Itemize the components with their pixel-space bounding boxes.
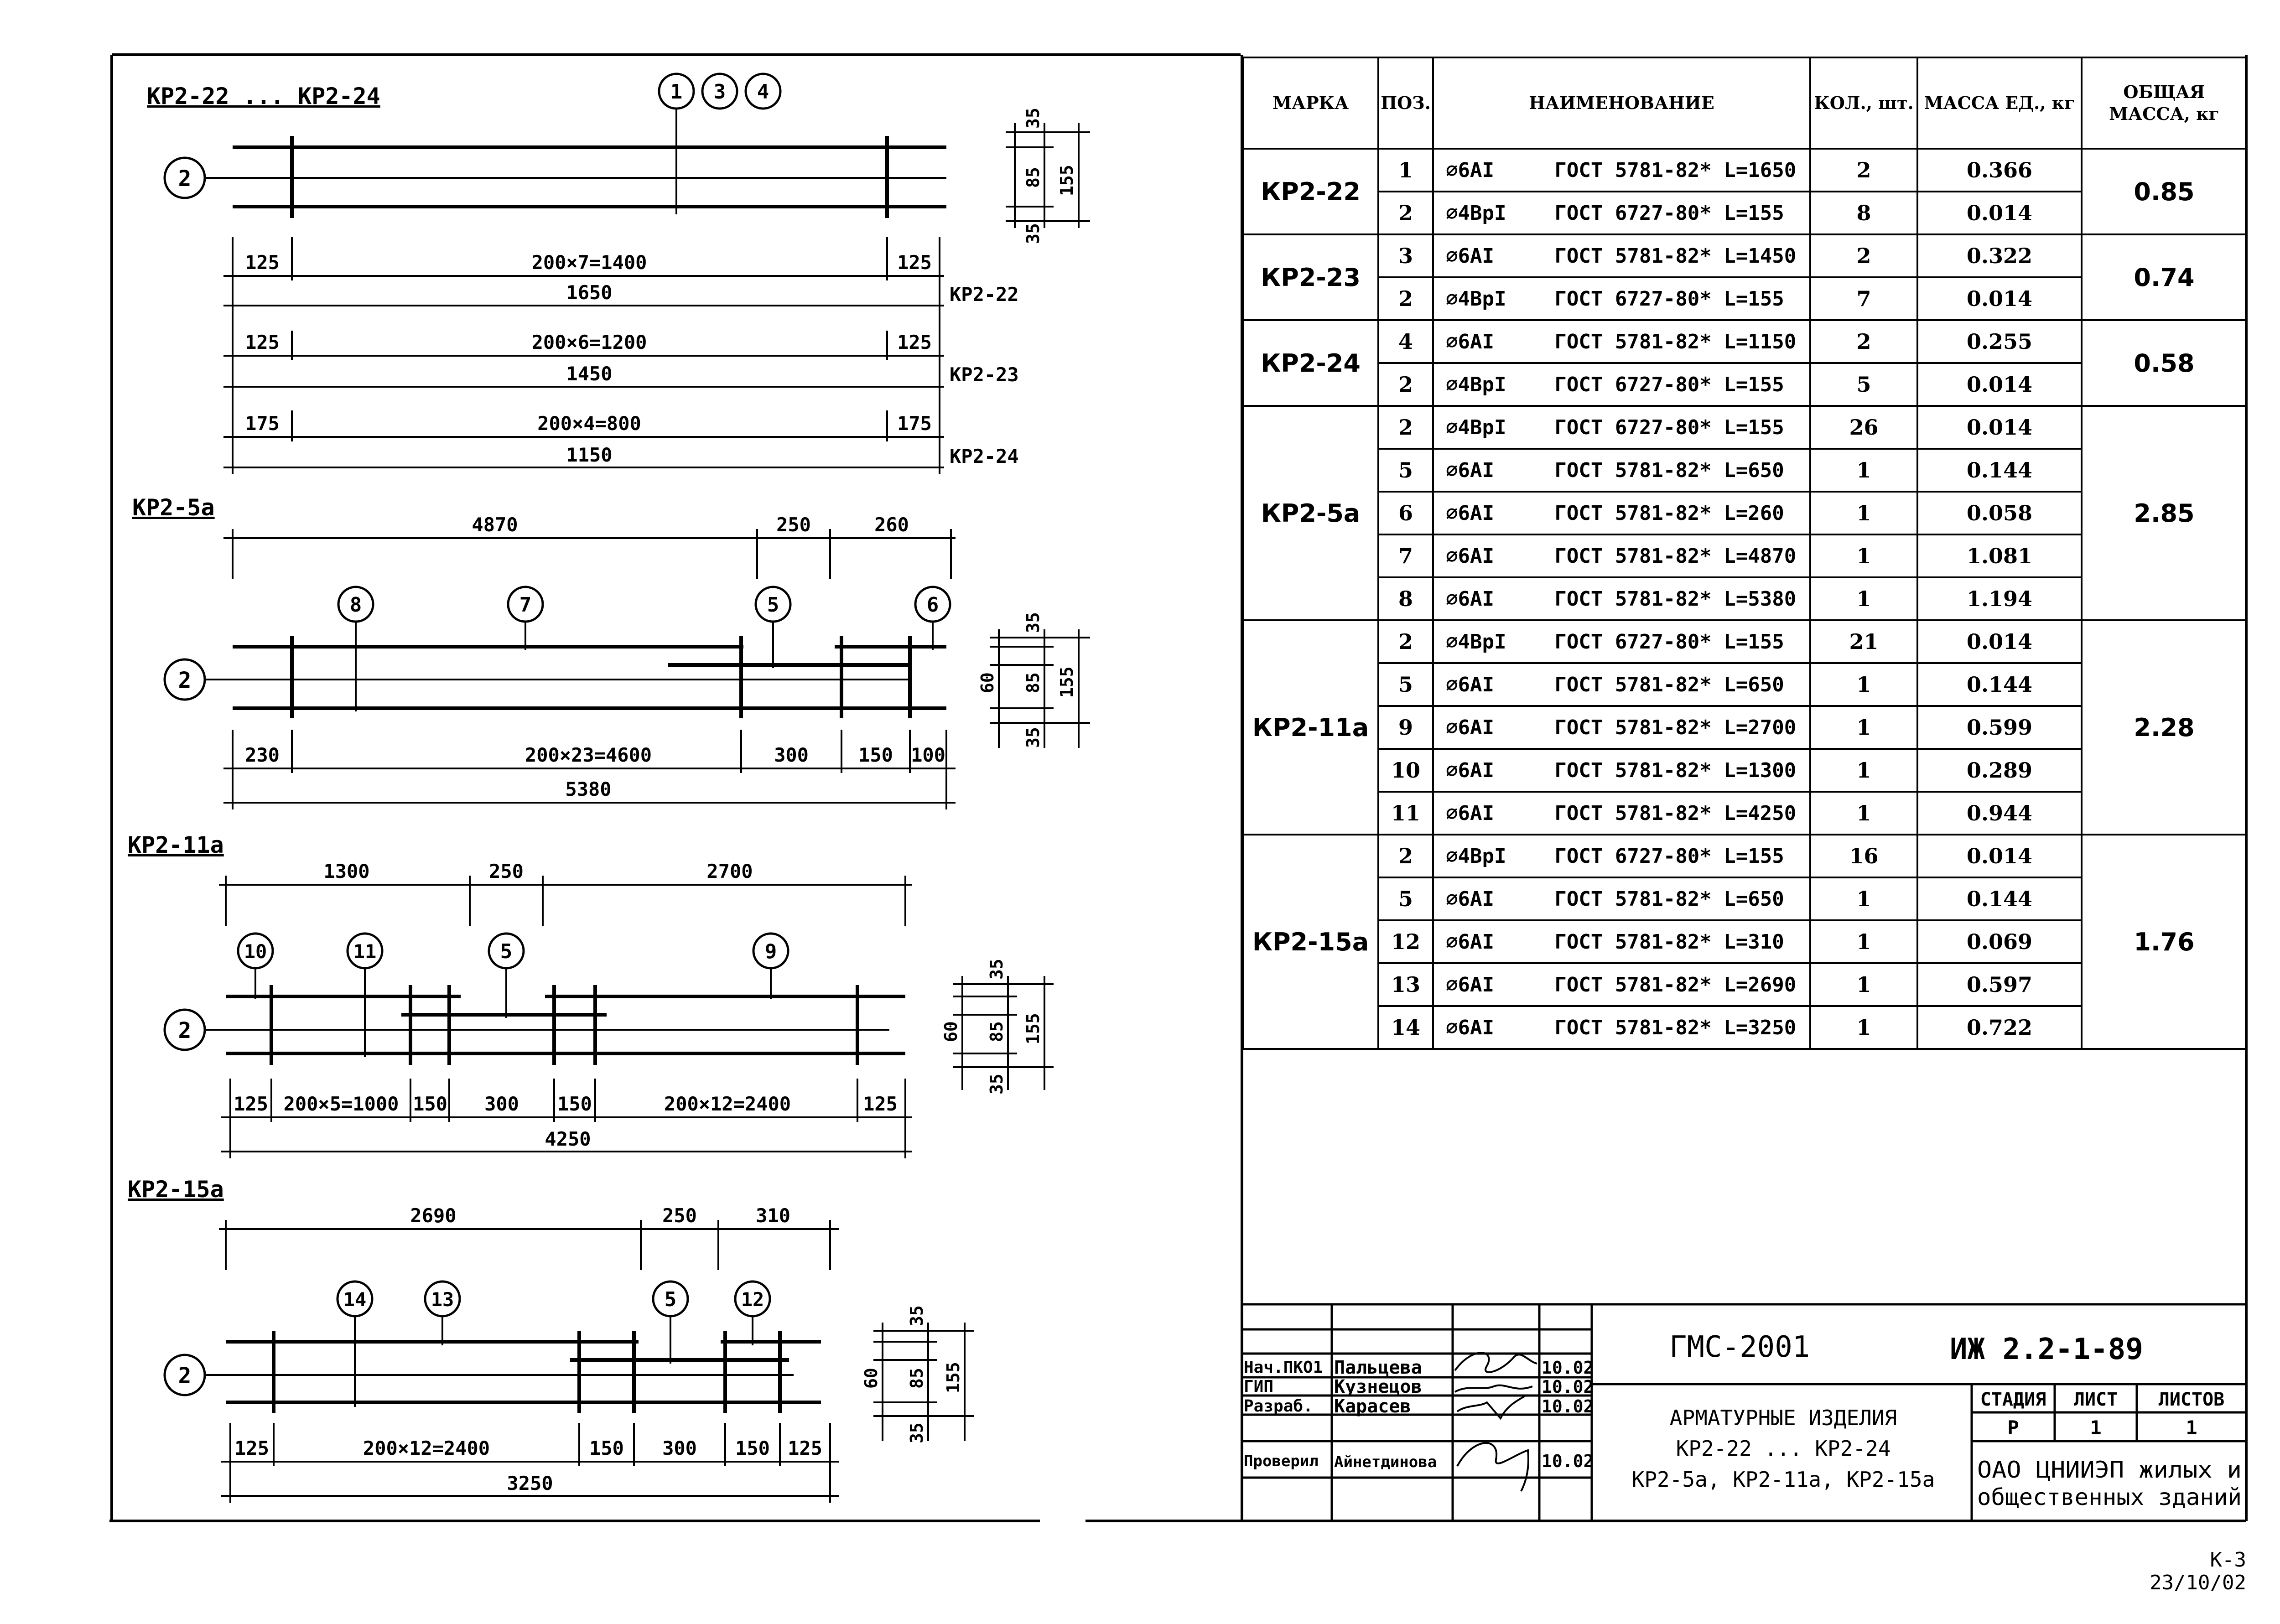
cell-name: ⌀6AI ГОСТ 5781-82* L=650 xyxy=(1433,449,1810,492)
cell-pos: 2 xyxy=(1378,363,1433,406)
cell-pos: 1 xyxy=(1378,149,1433,192)
document-code: ИЖ 2.2-1-89 xyxy=(1950,1333,2143,1366)
cell-total-mass: 1.76 xyxy=(2082,835,2247,1049)
dimension-value: 85 xyxy=(1023,167,1043,188)
stage-label: СТАДИЯ xyxy=(1980,1389,2046,1410)
cell-qty: 16 xyxy=(1810,835,1917,877)
dimension-value: 260 xyxy=(874,514,909,536)
description-line: КР2-22 ... КР2-24 xyxy=(1676,1436,1891,1461)
position-number: 11 xyxy=(353,940,377,963)
signature-date: 10.02 xyxy=(1542,1451,1594,1471)
cell-unit-mass: 0.014 xyxy=(1917,835,2082,877)
bar-label: 2 xyxy=(178,1018,192,1043)
cell-pos: 11 xyxy=(1378,792,1433,835)
cell-qty: 1 xyxy=(1810,920,1917,963)
dimension-value: 60 xyxy=(861,1368,881,1389)
header-total-mass: ОБЩАЯ МАССА, кг xyxy=(2082,57,2247,149)
cell-qty: 1 xyxy=(1810,534,1917,577)
dimension-value: 85 xyxy=(907,1368,927,1389)
title-block xyxy=(1242,1304,2246,1521)
dimension-value: 310 xyxy=(756,1204,790,1227)
cell-name: ⌀6AI ГОСТ 5781-82* L=4250 xyxy=(1433,792,1810,835)
cell-name: ⌀6AI ГОСТ 5781-82* L=310 xyxy=(1433,920,1810,963)
cell-total-mass: 2.28 xyxy=(2082,620,2247,835)
cell-qty: 1 xyxy=(1810,877,1917,920)
cell-mark: КР2-15а xyxy=(1243,835,1378,1049)
cell-pos: 2 xyxy=(1378,620,1433,663)
dimension-value: 150 xyxy=(557,1093,592,1115)
role-label: Разраб. xyxy=(1244,1397,1313,1416)
dimension-value: 2690 xyxy=(410,1204,457,1227)
dimension-value: 175 xyxy=(897,412,932,435)
footer-code: К-3 xyxy=(2210,1548,2246,1572)
cell-name: ⌀6AI ГОСТ 5781-82* L=260 xyxy=(1433,492,1810,534)
cell-qty: 2 xyxy=(1810,234,1917,277)
dimension-value: 150 xyxy=(735,1437,770,1459)
cell-qty: 1 xyxy=(1810,663,1917,706)
cell-unit-mass: 0.014 xyxy=(1917,363,2082,406)
header-pos: ПОЗ. xyxy=(1378,57,1433,149)
cell-name: ⌀4BpI ГОСТ 6727-80* L=155 xyxy=(1433,363,1810,406)
header-mark: МАРКА xyxy=(1243,57,1378,149)
cell-total-mass: 0.58 xyxy=(2082,320,2247,406)
organization-line: ОАО ЦНИИЭП жилых и xyxy=(1977,1457,2242,1483)
cell-mark: КР2-22 xyxy=(1243,149,1378,234)
position-number: 14 xyxy=(343,1288,367,1311)
cell-name: ⌀6AI ГОСТ 5781-82* L=1150 xyxy=(1433,320,1810,363)
cell-unit-mass: 0.255 xyxy=(1917,320,2082,363)
dimension-value: 300 xyxy=(774,744,809,766)
mark-label: КР2-22 xyxy=(950,283,1019,306)
cell-qty: 8 xyxy=(1810,192,1917,234)
dimension-value: 200×6=1200 xyxy=(531,331,647,353)
position-number: 10 xyxy=(244,940,267,963)
dimension-value: 1150 xyxy=(566,444,613,466)
dimension-value: 150 xyxy=(589,1437,624,1459)
position-callouts xyxy=(238,934,788,968)
cell-name: ⌀4BpI ГОСТ 6727-80* L=155 xyxy=(1433,277,1810,320)
dimension-value: 35 xyxy=(907,1422,927,1443)
position-number: 9 xyxy=(764,940,777,963)
cell-name: ⌀4BpI ГОСТ 6727-80* L=155 xyxy=(1433,835,1810,877)
cell-unit-mass: 0.944 xyxy=(1917,792,2082,835)
stage-value: Р xyxy=(2007,1416,2019,1439)
cell-name: ⌀6AI ГОСТ 5781-82* L=3250 xyxy=(1433,1006,1810,1049)
cell-name: ⌀6AI ГОСТ 5781-82* L=2700 xyxy=(1433,706,1810,749)
dimension-value: 125 xyxy=(788,1437,822,1459)
cell-name: ⌀6AI ГОСТ 5781-82* L=2690 xyxy=(1433,963,1810,1006)
sheet-label: ЛИСТ xyxy=(2073,1389,2118,1410)
cell-pos: 14 xyxy=(1378,1006,1433,1049)
cell-qty: 7 xyxy=(1810,277,1917,320)
table-row xyxy=(1243,406,2247,449)
signature-date: 10.02 xyxy=(1542,1377,1594,1397)
drawing-kr2-22-24 xyxy=(147,74,1090,474)
dimension-value: 125 xyxy=(863,1093,898,1115)
dimension-value: 150 xyxy=(858,744,893,766)
dimension-value: 35 xyxy=(987,1074,1007,1095)
dimension-value: 250 xyxy=(662,1204,697,1227)
cell-qty: 2 xyxy=(1810,149,1917,192)
description-line: КР2-5а, КР2-11а, КР2-15а xyxy=(1631,1467,1935,1492)
signature-date: 10.02 xyxy=(1542,1396,1594,1416)
position-number: 3 xyxy=(713,80,726,104)
position-number: 5 xyxy=(767,593,779,617)
dimension-value: 200×12=2400 xyxy=(363,1437,490,1459)
cell-name: ⌀4BpI ГОСТ 6727-80* L=155 xyxy=(1433,192,1810,234)
position-number: 5 xyxy=(664,1288,677,1311)
cell-unit-mass: 0.144 xyxy=(1917,663,2082,706)
cell-total-mass: 0.74 xyxy=(2082,234,2247,320)
dimension-value: 1650 xyxy=(566,281,613,304)
cell-name: ⌀6AI ГОСТ 5781-82* L=1300 xyxy=(1433,749,1810,792)
dimension-value: 155 xyxy=(943,1362,963,1393)
sheets-label: ЛИСТОВ xyxy=(2158,1389,2225,1410)
cell-unit-mass: 0.069 xyxy=(1917,920,2082,963)
cell-pos: 2 xyxy=(1378,277,1433,320)
dimension-value: 200×23=4600 xyxy=(525,744,652,766)
organization-line: общественных зданий xyxy=(1977,1484,2242,1510)
cell-name: ⌀6AI ГОСТ 5781-82* L=1650 xyxy=(1433,149,1810,192)
cell-unit-mass: 0.597 xyxy=(1917,963,2082,1006)
cell-unit-mass: 0.014 xyxy=(1917,192,2082,234)
cell-name: ⌀6AI ГОСТ 5781-82* L=650 xyxy=(1433,877,1810,920)
mark-label: КР2-23 xyxy=(950,363,1019,386)
cell-pos: 13 xyxy=(1378,963,1433,1006)
dimension-value: 250 xyxy=(776,514,811,536)
cell-pos: 9 xyxy=(1378,706,1433,749)
cell-qty: 26 xyxy=(1810,406,1917,449)
cell-unit-mass: 0.599 xyxy=(1917,706,2082,749)
dimension-value: 85 xyxy=(1023,672,1043,693)
project-code: ГМС-2001 xyxy=(1669,1330,1810,1364)
dimension-value: 1450 xyxy=(566,363,613,385)
dimension-value: 60 xyxy=(977,672,997,693)
position-callouts xyxy=(338,587,950,622)
dimension-value: 155 xyxy=(1057,165,1077,196)
role-label: ГИП xyxy=(1244,1377,1274,1396)
dimension-value: 125 xyxy=(897,251,932,274)
cell-unit-mass: 0.722 xyxy=(1917,1006,2082,1049)
table-row xyxy=(1243,149,2247,192)
header-name: НАИМЕНОВАНИЕ xyxy=(1433,57,1810,149)
dimension-value: 35 xyxy=(987,959,1007,980)
cell-qty: 1 xyxy=(1810,449,1917,492)
position-callouts xyxy=(338,1282,770,1316)
dimension-value: 250 xyxy=(489,860,524,882)
dimension-value: 125 xyxy=(245,331,280,353)
dimension-value: 35 xyxy=(1023,612,1043,633)
cell-pos: 7 xyxy=(1378,534,1433,577)
dimension-value: 125 xyxy=(234,1093,268,1115)
cell-unit-mass: 0.366 xyxy=(1917,149,2082,192)
dimension-value: 125 xyxy=(897,331,932,353)
position-callouts xyxy=(659,74,780,109)
cell-unit-mass: 0.014 xyxy=(1917,620,2082,663)
dimension-value: 85 xyxy=(987,1021,1007,1042)
dimension-value: 35 xyxy=(1023,108,1043,129)
dimension-value: 60 xyxy=(941,1021,961,1042)
cell-pos: 5 xyxy=(1378,877,1433,920)
dimension-value: 1300 xyxy=(323,860,370,882)
cell-pos: 5 xyxy=(1378,449,1433,492)
position-number: 1 xyxy=(670,80,683,104)
cell-mark: КР2-5а xyxy=(1243,406,1378,620)
dimension-value: 3250 xyxy=(507,1472,553,1494)
cell-name: ⌀4BpI ГОСТ 6727-80* L=155 xyxy=(1433,406,1810,449)
cell-qty: 1 xyxy=(1810,492,1917,534)
cell-qty: 1 xyxy=(1810,577,1917,620)
dimension-value: 5380 xyxy=(565,778,612,800)
drawing-title: КР2-15а xyxy=(128,1176,224,1203)
cell-qty: 1 xyxy=(1810,706,1917,749)
cell-unit-mass: 0.289 xyxy=(1917,749,2082,792)
dimension-value: 300 xyxy=(662,1437,697,1459)
cell-name: ⌀6AI ГОСТ 5781-82* L=650 xyxy=(1433,663,1810,706)
dimension-value: 300 xyxy=(484,1093,519,1115)
position-number: 13 xyxy=(431,1288,454,1311)
cell-pos: 2 xyxy=(1378,406,1433,449)
table-row xyxy=(1243,320,2247,363)
position-number: 4 xyxy=(757,80,769,104)
cell-pos: 8 xyxy=(1378,577,1433,620)
cell-pos: 5 xyxy=(1378,663,1433,706)
cell-mark: КР2-24 xyxy=(1243,320,1378,406)
cell-unit-mass: 0.144 xyxy=(1917,449,2082,492)
specification-table xyxy=(1242,57,2248,1050)
cell-unit-mass: 0.014 xyxy=(1917,277,2082,320)
table-row xyxy=(1243,620,2247,663)
cell-name: ⌀6AI ГОСТ 5781-82* L=1450 xyxy=(1433,234,1810,277)
person-name: Айнетдинова xyxy=(1334,1453,1437,1471)
cell-mark: КР2-11а xyxy=(1243,620,1378,835)
table-row xyxy=(1243,835,2247,877)
cell-unit-mass: 0.322 xyxy=(1917,234,2082,277)
position-number: 8 xyxy=(349,593,362,617)
role-label: Нач.ПКО1 xyxy=(1244,1358,1323,1377)
cell-unit-mass: 1.081 xyxy=(1917,534,2082,577)
header-qty: КОЛ., шт. xyxy=(1810,57,1917,149)
cell-total-mass: 2.85 xyxy=(2082,406,2247,620)
cell-qty: 1 xyxy=(1810,1006,1917,1049)
dimension-value: 155 xyxy=(1023,1013,1043,1044)
cell-unit-mass: 1.194 xyxy=(1917,577,2082,620)
bar-label: 2 xyxy=(178,166,192,192)
description-line: АРМАТУРНЫЕ ИЗДЕЛИЯ xyxy=(1669,1406,1897,1430)
table-body xyxy=(1243,149,2247,1049)
position-number: 7 xyxy=(519,593,532,617)
dimension-value: 100 xyxy=(911,744,945,766)
cell-pos: 6 xyxy=(1378,492,1433,534)
cell-unit-mass: 0.144 xyxy=(1917,877,2082,920)
dimension-value: 4250 xyxy=(545,1128,591,1150)
cell-name: ⌀6AI ГОСТ 5781-82* L=5380 xyxy=(1433,577,1810,620)
person-name: Кузнецов xyxy=(1334,1376,1422,1397)
signature-date: 10.02 xyxy=(1542,1358,1594,1378)
position-number: 6 xyxy=(926,593,939,617)
dimension-value: 125 xyxy=(245,251,280,274)
dimension-value: 2700 xyxy=(706,860,753,882)
dimension-value: 200×4=800 xyxy=(537,412,641,435)
drawing-kr2-11a xyxy=(128,832,1054,1158)
dimension-value: 230 xyxy=(245,744,280,766)
table-header-row xyxy=(1243,57,2247,149)
drawing-title: КР2-11а xyxy=(128,832,224,858)
drawing-title: КР2-22 ... КР2-24 xyxy=(147,83,380,109)
role-label: Проверил xyxy=(1244,1452,1319,1470)
dimension-value: 35 xyxy=(907,1305,927,1326)
cell-name: ⌀4BpI ГОСТ 6727-80* L=155 xyxy=(1433,620,1810,663)
cell-qty: 5 xyxy=(1810,363,1917,406)
cell-name: ⌀6AI ГОСТ 5781-82* L=4870 xyxy=(1433,534,1810,577)
cell-mark: КР2-23 xyxy=(1243,234,1378,320)
sheets-value: 1 xyxy=(2186,1416,2197,1439)
footer-date: 23/10/02 xyxy=(2150,1571,2246,1594)
person-name: Пальцева xyxy=(1334,1357,1422,1378)
dimension-value: 4870 xyxy=(472,514,518,536)
drawing-kr2-15a xyxy=(128,1176,974,1503)
cell-qty: 1 xyxy=(1810,749,1917,792)
mark-label: КР2-24 xyxy=(950,445,1019,467)
dimension-value: 35 xyxy=(1023,727,1043,748)
cell-qty: 2 xyxy=(1810,320,1917,363)
bar-label: 2 xyxy=(178,1363,192,1389)
dimension-value: 150 xyxy=(413,1093,447,1115)
drawing-title: КР2-5а xyxy=(132,494,215,521)
person-name: Карасев xyxy=(1334,1396,1411,1417)
dimension-value: 200×5=1000 xyxy=(283,1093,399,1115)
cell-pos: 12 xyxy=(1378,920,1433,963)
header-unit-mass: МАССА ЕД., кг xyxy=(1917,57,2082,149)
dimension-value: 35 xyxy=(1023,223,1043,244)
dimension-value: 200×12=2400 xyxy=(664,1093,791,1115)
cell-qty: 21 xyxy=(1810,620,1917,663)
dimension-value: 175 xyxy=(245,412,280,435)
position-number: 5 xyxy=(500,940,513,963)
cell-qty: 1 xyxy=(1810,963,1917,1006)
signature-scribbles xyxy=(1455,1353,1537,1491)
cell-pos: 2 xyxy=(1378,835,1433,877)
dimension-value: 200×7=1400 xyxy=(531,251,647,274)
cell-unit-mass: 0.058 xyxy=(1917,492,2082,534)
cell-pos: 2 xyxy=(1378,192,1433,234)
bar-label: 2 xyxy=(178,668,192,693)
cell-total-mass: 0.85 xyxy=(2082,149,2247,234)
cell-qty: 1 xyxy=(1810,792,1917,835)
dimension-value: 125 xyxy=(234,1437,269,1459)
cell-pos: 3 xyxy=(1378,234,1433,277)
cell-pos: 10 xyxy=(1378,749,1433,792)
drawing-kr2-5a xyxy=(132,494,1090,809)
dimension-value: 155 xyxy=(1057,666,1077,698)
cell-unit-mass: 0.014 xyxy=(1917,406,2082,449)
sheet-value: 1 xyxy=(2090,1416,2102,1439)
position-number: 12 xyxy=(741,1288,764,1311)
cell-pos: 4 xyxy=(1378,320,1433,363)
table-row xyxy=(1243,234,2247,277)
